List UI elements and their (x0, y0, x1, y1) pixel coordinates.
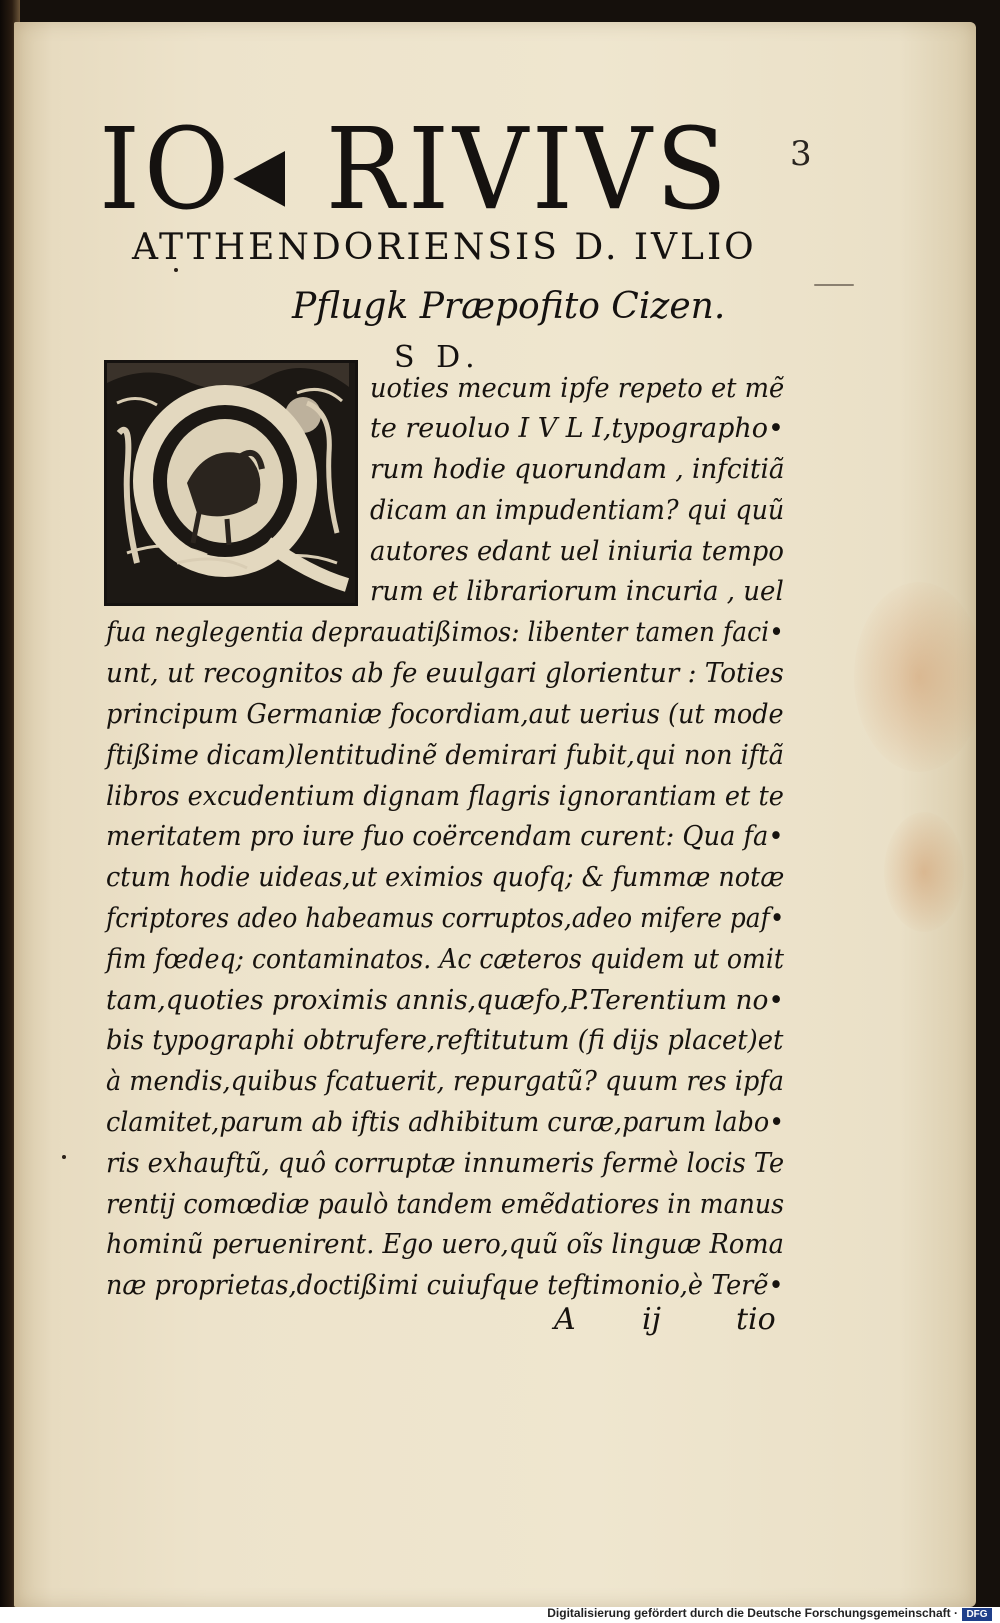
dedication-line: Pflugk Præpofito Cizen. (292, 286, 726, 327)
text-line: bis typographi obtrufere,reftitutum (fi dijs placet)et (106, 1025, 784, 1056)
text-line: à mendis,quibus fcatuerit, repurgatũ? quum res ipfa (106, 1066, 784, 1097)
text-line: uoties mecum ipfe repeto et mẽ (370, 373, 785, 404)
text-line: rum et librariorum incuria , uel (370, 576, 784, 607)
print-speck (62, 1155, 66, 1159)
text-line: fim fœdeq; contaminatos. Ac cæteros quidem ut omit (106, 944, 784, 975)
text-line: te reuoluo I V L I,typographo• (370, 413, 784, 444)
text-line: autores edant uel iniuria tempo (370, 536, 784, 567)
page-headline: IO◂ RIVIVS (99, 105, 731, 235)
text-line: rentij comœdiæ paulò tandem emẽdatiores in manus (106, 1189, 785, 1220)
foxing-stain (854, 582, 976, 772)
dfg-logo-icon: DFG (962, 1608, 992, 1621)
woodcut-illustration-icon (107, 363, 349, 597)
footer-credit: Digitalisierung gefördert durch die Deutsche Forschungsgemeinschaft · (547, 1606, 958, 1620)
text-line: clamitet,parum ab iftis adhibitum curæ,parum labo• (106, 1107, 785, 1138)
decorated-initial (104, 360, 358, 606)
text-line: ctum hodie uideas,ut eximios quofq; & fummæ notæ (106, 862, 785, 893)
text-line: ftißime dicam)lentitudinẽ demirari fubit,qui non iftã (106, 740, 784, 771)
salutation: S D. (394, 340, 481, 375)
text-line: principum Germaniæ focordiam,aut uerius (ut mode (106, 699, 784, 730)
signature-mark: A (554, 1302, 576, 1337)
signature-mark: ij (642, 1302, 661, 1337)
text-line: rum hodie quorundam , infcitiã (370, 454, 785, 485)
print-speck (174, 268, 178, 272)
book-page (14, 22, 976, 1607)
text-line: ris exhauftũ, quô corruptæ innumeris fermè locis Te (106, 1148, 785, 1179)
text-line: meritatem pro iure fuo coërcendam curent: Qua fa• (106, 821, 784, 852)
text-line: hominũ peruenirent. Ego uero,quũ oĩs linguæ Roma (106, 1229, 784, 1260)
foxing-stain (884, 812, 964, 932)
text-line: fcriptores adeo habeamus corruptos,adeo mifere paf• (106, 903, 785, 934)
text-line: dicam an impudentiam? qui quũ (370, 495, 785, 526)
folio-number: 3 (790, 134, 812, 174)
text-line: næ proprietas,doctißimi cuiufque teftimonio,è Terẽ• (106, 1270, 784, 1301)
print-speck (814, 284, 854, 286)
text-line: unt, ut recognitos ab fe euulgari glorientur : Toties (106, 658, 784, 689)
text-line: fua neglegentia deprauatißimos: libenter tamen faci• (106, 617, 784, 648)
text-line: libros excudentium dignam flagris ignorantiam et te (106, 781, 784, 812)
text-line: tam,quoties proximis annis,quæfo,P.Terentium no• (106, 985, 784, 1016)
subheading: ATTHENDORIENSIS D. IVLIO (132, 227, 757, 268)
catchword: tio (736, 1302, 776, 1337)
